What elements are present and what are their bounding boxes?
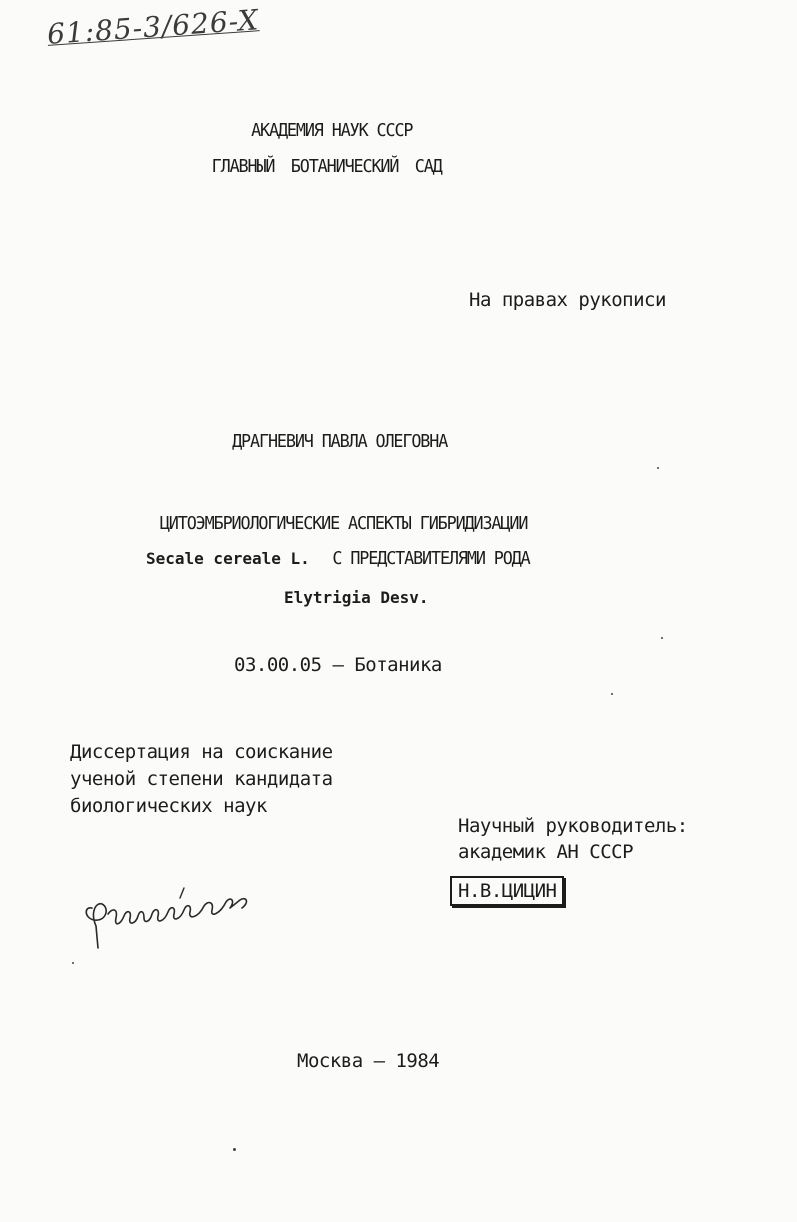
scan-speck <box>661 637 663 639</box>
specialty-code: 03.00.05 – Ботаника <box>234 654 442 676</box>
dissertation-title-line1: ЦИТОЭМБРИОЛОГИЧЕСКИЕ АСПЕКТЫ ГИБРИДИЗАЦИИ <box>159 513 528 534</box>
scan-speck <box>657 467 659 469</box>
institution-line2: ГЛАВНЫЙ БОТАНИЧЕСКИЙ САД <box>211 156 442 177</box>
supervisor-name: Н.В.ЦИЦИН <box>450 876 564 906</box>
scan-speck <box>72 962 74 964</box>
degree-line1: Диссертация на соискание <box>70 741 333 763</box>
manuscript-rights-note: На правах рукописи <box>469 289 666 311</box>
species-name: Secale cereale L. <box>146 549 310 568</box>
supervisor-rank: академик АН СССР <box>458 841 634 863</box>
library-shelfmark: 61:85-3/626-X <box>46 3 261 51</box>
supervisor-label: Научный руководитель: <box>458 815 688 837</box>
author-signature <box>80 878 280 958</box>
dissertation-title-line2 <box>146 548 537 569</box>
genus-name: Elytrigia Desv. <box>284 588 429 607</box>
title-line2-text: С ПРЕДСТАВИТЕЛЯМИ РОДА <box>332 548 531 569</box>
scan-speck <box>611 693 613 695</box>
institution-line1: АКАДЕМИЯ НАУК СССР <box>251 120 413 141</box>
degree-line2: ученой степени кандидата <box>70 768 333 790</box>
scan-speck <box>233 1148 236 1151</box>
place-and-year: Москва – 1984 <box>297 1050 440 1072</box>
author-name: ДРАГНЕВИЧ ПАВЛА ОЛЕГОВНА <box>232 431 448 452</box>
degree-line3: биологических наук <box>70 795 267 817</box>
